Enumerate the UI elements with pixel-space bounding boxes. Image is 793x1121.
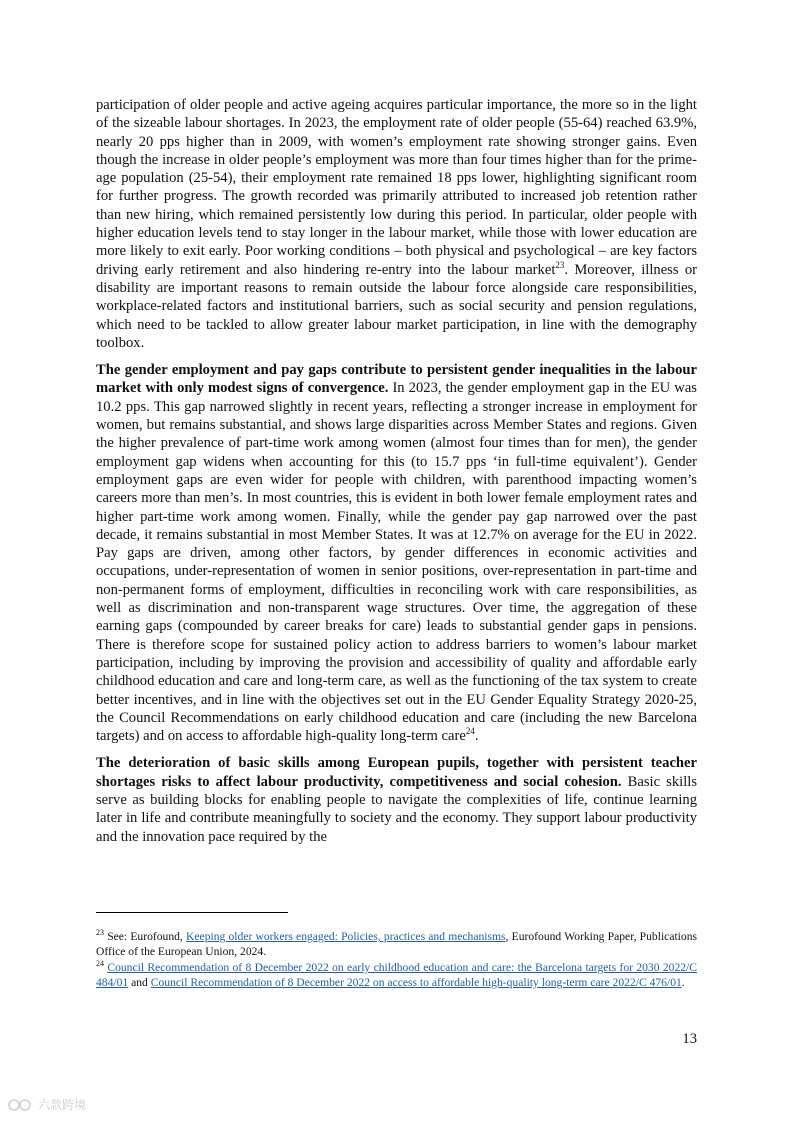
paragraph-basic-skills [96, 754, 697, 845]
watermark-logo-icon [8, 1098, 34, 1112]
footnote-link-eurofound[interactable]: Keeping older workers engaged: Policies, practices and mechanisms [186, 930, 506, 943]
footnote-text: . [681, 975, 685, 989]
footnote-number: 24 [96, 959, 104, 969]
footnote-ref-24[interactable]: 24 [465, 726, 475, 737]
footnote-23 [96, 930, 697, 959]
footnote-ref-23[interactable]: 23 [555, 259, 565, 270]
footnote-link-ecec[interactable]: Council Recommendation of 8 December 2022 on early childhood education and care: the Barcelona targets for 2030 2022/C 484/01 [96, 961, 697, 989]
paragraph-text-continued: . [474, 728, 479, 745]
paragraph-older-workers [96, 96, 697, 352]
paragraph-text-continued: . Moreover, illness or disability are important reasons to remain outside the labour force alongside care responsibilities, workplace-related factors and institutional barriers, such as social security and pension regulations, which need to be tackled to allow greater labour market participation, in line with the demography toolbox. [96, 261, 697, 351]
document-body [96, 96, 697, 855]
watermark [8, 1096, 86, 1113]
paragraph-lead: The deterioration of basic skills among European pupils, together with persistent teacher shortages risks to affect labour productivity, competitiveness and social cohesion. [96, 755, 697, 790]
footnote-24 [96, 961, 697, 990]
footnote-text: See: Eurofound, [104, 930, 187, 943]
paragraph-text: Basic skills serve as building blocks for enabling people to navigate the complexities of life, continue learning later in life and contribute meaningfully to society and the economy. They support labour productivity and the innovation pace required by the [96, 773, 697, 845]
footnote-link-ltc[interactable]: Council Recommendation of 8 December 2022 on access to affordable high-quality long-term care 2022/C 476/01 [150, 975, 682, 989]
footnote-number: 23 [96, 928, 104, 938]
paragraph-text: participation of older people and active ageing acquires particular importance, the more so in the light of the sizeable labour shortages. In 2023, the employment rate of older people (55-64) reached 63.9%, nearly 20 pps higher than in 2009, with women’s employment rate showing stronger gains. Even though the increase in older people’s employment was more than four times higher than for the prime-age population (25-54), their employment rate remained 18 pps lower, highlighting significant room for further progress. The growth recorded was primarily attributed to increased job retention rather than new hiring, which remained persistently low during this period. In particular, older people with higher education levels tend to stay longer in the labour market, while those with lower education are more likely to exit early. Poor working conditions – both physical and psychological – are key factors driving early retirement and also hindering re-entry into the labour market [96, 97, 697, 278]
paragraph-text: In 2023, the gender employment gap in the EU was 10.2 pps. This gap narrowed slightly in recent years, reflecting a stronger increase in employment for women, but remains substantial, and shows large disparities across Member States and regions. Given the higher prevalence of part-time work among women (almost four times than for men), the gender employment gap widens when accounting for this (to 15.7 pps ‘in full-time equivalent’). Gender employment gaps are even wider for people with children, with parenthood impacting women’s careers more than men’s. In most countries, this is evident in both lower female employment rates and higher part-time work among women. Finally, while the gender pay gap narrowed over the past decade, it remains substantial in most Member States. It was at 12.7% on average for the EU in 2022. Pay gaps are driven, among other factors, by gender differences in economic activities and occupations, under-representation of women in senior positions, over-representation in part-time and non-permanent forms of employment, difficulties in reconciling work with care responsibilities, as well as discrimination and non-transparent wage structures. Over time, the aggregation of these earning gaps (compounded by career breaks for care) leads to substantial gender gaps in pensions. There is therefore scope for sustained policy action to address barriers to women’s labour market participation, including by improving the provision and accessibility of quality and affordable early childhood education and care and long-term care, as well as the functioning of the tax system to create better incentives, and in line with the objectives set out in the EU Gender Equality Strategy 2020-25, the Council Recommendations on early childhood education and care (including the new Barcelona targets) and on access to affordable high-quality long-term care [96, 380, 697, 745]
footnote-divider [96, 912, 288, 913]
paragraph-gender-gaps [96, 361, 697, 745]
footnote-text: , Eurofound Working Paper, Publications Office of the European Union, 2024. [96, 930, 698, 958]
page-number: 13 [682, 1031, 697, 1047]
footnotes [96, 930, 697, 992]
watermark-text: 六款跨境 [38, 1098, 87, 1112]
footnote-text: and [128, 975, 151, 989]
paragraph-lead: The gender employment and pay gaps contribute to persistent gender inequalities in the labour market with only modest signs of convergence. [96, 362, 697, 397]
